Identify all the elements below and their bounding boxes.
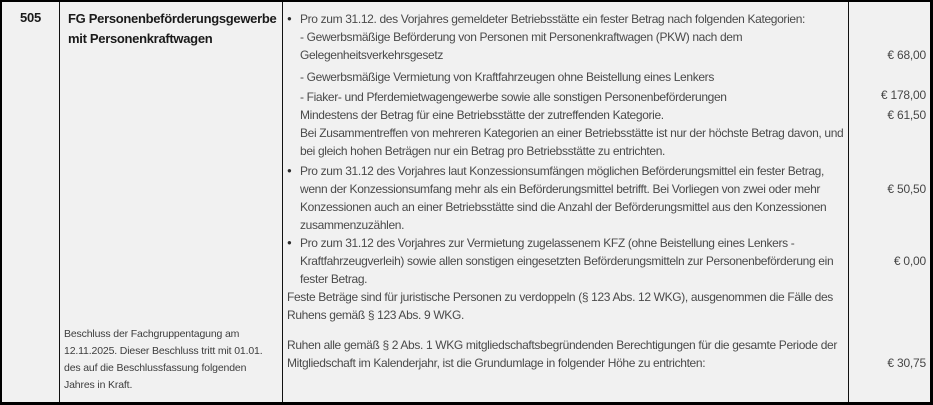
rule-1-category-2: - Gewerbsmäßige Vermietung von Kraftfahrzeugen ohne Beistellung eines Lenkers (300, 70, 714, 84)
amount-category-rental: € 178,00 (880, 88, 926, 102)
dormancy-note: Ruhen alle gemäß § 2 Abs. 1 WKG mitgliedschaftsbegründenden Berechtigungen für die gesamte Periode der Mitgliedschaft im Kalenderjahr, ist die Grundumlage in folgender Höhe zu entrichten: (287, 338, 837, 370)
rule-1-combination-note: Bei Zusammentreffen von mehreren Kategorien an einer Betriebsstätte ist nur der höchste Betrag davon, und bei gleich hohen Beträgen nur ein Betrag pro Betriebsstätte zu entrichten. (300, 126, 844, 158)
amounts-cell (849, 2, 930, 402)
rules-cell (283, 2, 849, 402)
rule-item-3 (287, 234, 844, 288)
resolution-note: Beschluss der Fachgruppentagung am 12.11.2025. Dieser Beschluss tritt mit 01.01. des auf die Beschlussfassung folgenden Jahres in Kraft. (64, 328, 263, 391)
rule-1-category-1: - Gewerbsmäßige Beförderung von Personen mit Personenkraftwagen (PKW) nach dem Gelegenheitsverkehrsgesetz (300, 30, 743, 62)
rule-2-text: Pro zum 31.12 des Vorjahres laut Konzessionsumfängen möglichen Beförderungsmittel ein fester Betrag, wenn der Konzessionsumfang mehr als ein Beförderungsmittel betrifft. Bei Vorliegen von zwei oder mehr Konzessionen auch an einer Betriebsstätte sind die Anzahl der Beförderungsmittel aus den Konzessionen zusammenzuzählen. (300, 164, 827, 232)
rule-1-minimum-note: Mindestens der Betrag für eine Betriebsstätte der zutreffenden Kategorie. (300, 108, 664, 122)
rule-item-1 (287, 10, 844, 160)
bullet-icon: ● (287, 14, 292, 23)
bullet-icon: ● (287, 238, 292, 247)
rule-item-2 (287, 162, 844, 234)
amount-ruhen: € 30,75 (887, 356, 926, 370)
group-name-line1: FG Personenbeförderungsgewerbe (68, 11, 277, 26)
group-code-cell (2, 2, 60, 402)
group-name-line2: mit Personenkraftwagen (68, 31, 213, 46)
group-code: 505 (19, 10, 42, 25)
rule-1-category-3: - Fiaker- und Pferdemietwagengewerbe sowie alle sonstigen Personenbeförderungen (300, 90, 727, 104)
doubling-note: Feste Beträge sind für juristische Personen zu verdoppeln (§ 123 Abs. 12 WKG), ausgenommen die Fälle des Ruhens gemäß § 123 Abs. 9 WKG. (287, 290, 833, 322)
rule-3-text: Pro zum 31.12 des Vorjahres zur Vermietung zugelassenem KFZ (ohne Beistellung eines Lenkers - Kraftfahrzeugverleih) sowie allen sonstigen eingesetzten Beförderungsmitteln zur Personenbeförderung ein fester Betrag. (300, 236, 834, 286)
bullet-icon: ● (287, 166, 292, 175)
rule-1-intro: Pro zum 31.12. des Vorjahres gemeldeter Betriebsstätte ein fester Betrag nach folgenden Kategorien: (300, 12, 806, 26)
amount-per-vehicle: € 50,50 (887, 182, 926, 196)
amount-kfz-verleih: € 0,00 (893, 254, 926, 268)
amount-category-pkw: € 68,00 (887, 48, 926, 62)
group-name (60, 2, 282, 49)
amount-category-fiaker: € 61,50 (887, 108, 926, 122)
group-name-cell (60, 2, 283, 402)
